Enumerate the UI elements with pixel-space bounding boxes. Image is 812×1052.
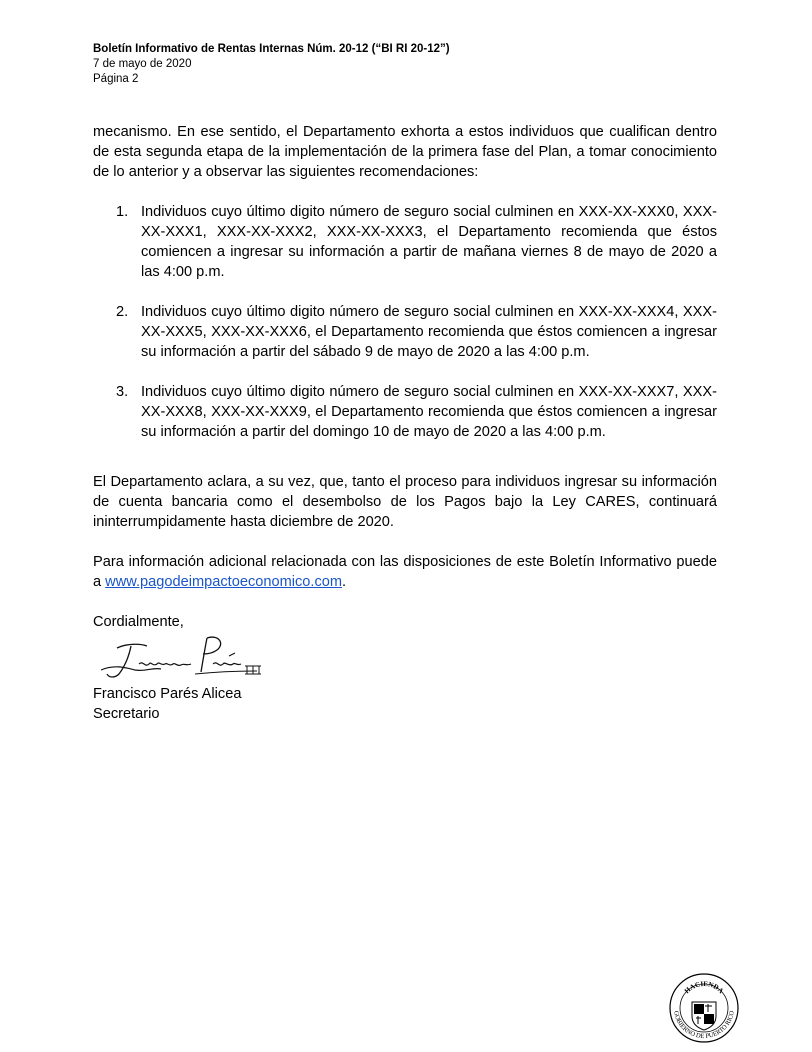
signer-name: Francisco Parés Alicea <box>93 686 242 702</box>
info-suffix: . <box>342 574 347 590</box>
list-item-text: Individuos cuyo último digito número de seguro social culminen en XXX-XX-XXX4, XXX-XX-XXX5, XXX-XX-XXX6, el Departamento recomienda que éstos comiencen a ingresar su información a partir del sábado 9 de mayo de 2020 a las 4:00 p.m. <box>141 304 717 360</box>
document-header <box>93 42 450 87</box>
info-paragraph <box>93 552 717 592</box>
svg-text:HACIENDA: HACIENDA <box>682 979 726 996</box>
list-item-text: Individuos cuyo último digito número de seguro social culminen en XXX-XX-XXX0, XXX-XX-XXX1, XXX-XX-XXX2, XXX-XX-XXX3, el Departamento recomienda que éstos comiencen a ingresar su información a partir de mañana viernes 8 de mayo de 2020 a las 4:00 p.m. <box>141 204 717 280</box>
info-text: Para información adicional relacionada con las disposiciones de este Boletín Informativo puede a <box>93 554 717 590</box>
document-body <box>93 122 717 724</box>
closing-salutation: Cordialmente, <box>93 614 184 630</box>
list-item <box>93 382 717 442</box>
signer-title: Secretario <box>93 706 160 722</box>
svg-text:GOBIERNO DE PUERTO RICO: GOBIERNO DE PUERTO RICO <box>672 1010 736 1041</box>
bulletin-title: Boletín Informativo de Rentas Internas Núm. 20-12 (“BI RI 20-12”) <box>93 43 450 55</box>
list-item-number: 2. <box>116 304 129 320</box>
list-item-number: 1. <box>116 204 129 220</box>
clarification-paragraph: El Departamento aclara, a su vez, que, tanto el proceso para individuos ingresar su información de cuenta bancaria como el desembolso de los Pagos bajo la Ley CARES, continuará ininterrumpidamente hasta diciembre de 2020. <box>93 474 717 530</box>
list-item <box>93 202 717 282</box>
list-item-number: 3. <box>116 384 129 400</box>
page-number: Página 2 <box>93 73 139 85</box>
intro-paragraph: mecanismo. En ese sentido, el Departamento exhorta a estos individuos que cualifican dentro de esta segunda etapa de la implementación de la primera fase del Plan, a tomar conocimiento de lo anterior y a observar las siguientes recomendaciones: <box>93 124 717 180</box>
list-item-text: Individuos cuyo último digito número de seguro social culminen en XXX-XX-XXX7, XXX-XX-XXX8, XXX-XX-XXX9, el Departamento recomienda que éstos comiencen a ingresar su información a partir del domingo 10 de mayo de 2020 a las 4:00 p.m. <box>141 384 717 440</box>
bulletin-date: 7 de mayo de 2020 <box>93 58 192 70</box>
website-link[interactable]: www.pagodeimpactoeconomico.com <box>105 574 343 590</box>
recommendations-list <box>93 202 717 442</box>
signature <box>95 634 275 684</box>
hacienda-seal-logo <box>668 972 740 1044</box>
list-item <box>93 302 717 362</box>
